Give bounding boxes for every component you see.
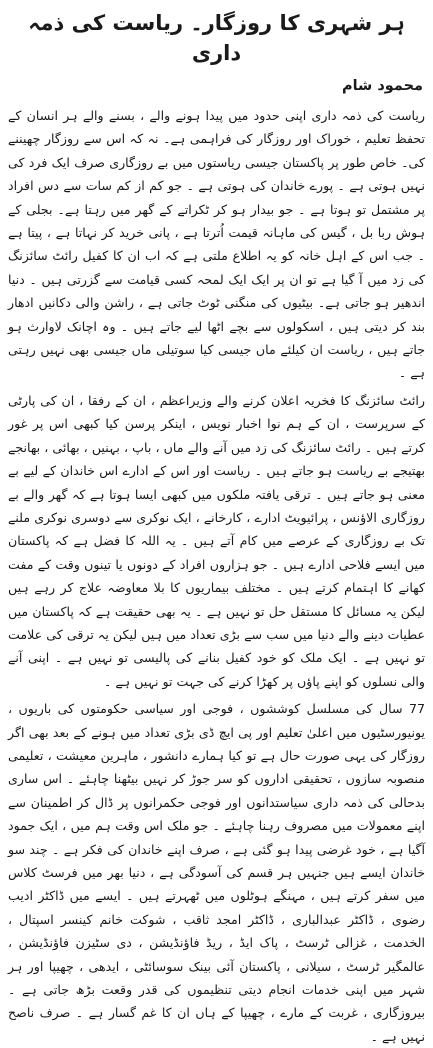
article-paragraph: 77 سال کی مسلسل کوششوں ، فوجی اور سیاسی حکومتوں کی باریوں ، یونیورسٹیوں میں اعلیٰ تعلیم اور پی ایچ ڈی بڑی تعداد میں ہونے کے بعد بھی اگر روزگار کی یہی صورت حال ہے تو کیا ہمارے دانشور ، ماہرین معیشت ، تعلیمی منصوبہ سازوں ، تحقیقی اداروں کو سر جوڑ کر نہیں بیٹھنا چاہئے ۔ اس ساری بدحالی کی ذمہ داری سیاستدانوں اور فوجی حکمرانوں پر ڈال کر اطمینان سے اپنے معمولات میں مصروف رہنا چاہئے ۔ جو ملک اس وقت ہم میں ، ایک جمود آگیا ہے ، خود غرضی پیدا ہو گئی ہے ، صرف اپنے خاندان کی فکر ہے ۔ چند سو خاندان ایسے ہیں جنہیں ہر قسم کی آسودگی ہے ، دنیا بھر میں فرسٹ کلاس میں سفر کرتے ہیں ، مہنگے ہوٹلوں میں ٹھہرتے ہیں ۔ ایسے میں ڈاکٹر ادیب رضوی ، ڈاکٹر عبدالباری ، ڈاکٹر امجد ثاقب ، شوکت خانم کینسر اسپتال ، الخدمت ، غزالی ٹرسٹ ، پاک ایڈ ، ریڈ فاؤنڈیشن ، دی سٹیزن فاؤنڈیشن ، عالمگیر ٹرسٹ ، سیلانی ، پاکستان آئی بینک سوسائٹی ، ایدھی ، چھیپا اور ہر شہر میں اپنی خدمات انجام دیتی تنظیموں کی قدر وقعت بڑھ جاتی ہے ۔ بیروزگاری ، غربت کے مارے ، چھیپا کے ہاں ان کا غم گسار ہے ۔ صرف ناصح نہیں ہے ۔ — [8, 701, 425, 1044]
author-byline: محمود شام — [341, 78, 423, 94]
article-paragraph: رائٹ سائزنگ کا فخریہ اعلان کرنے والے وزیراعظم ، ان کے رفقا ، ان کی پارٹی کے سرپرست ، ان کے ہم نوا اخبار نویس ، اینکر پرسن کیا کبھی اس پر غور کرتے ہیں ۔ رائٹ سائزنگ کی زد میں آنے والے ماں ، باپ ، بہنیں ، بھائی ، بھانجے بھتیجے بے ریاست ہو جاتے ہیں ۔ ریاست اور اس کے ادارے اس خاندان کے لیے بے معنی ہو جاتے ہیں ۔ ترقی یافتہ ملکوں میں کبھی ایسا ہوتا ہے کہ گھر والے بے روزگاری الاؤنس ، پرائیویٹ ادارے ، کارخانے ، ایک نوکری سے دوسری نوکری ملنے تک بے روزگاری کے عرصے میں کام آتے ہیں ۔ یہ اللہ کا فضل ہے کہ پاکستان میں ایسے فلاحی ادارے ہیں ۔ جو ہزاروں افراد کے دونوں یا تینوں وقت کے مفت کھانے کا اہتمام کرتے ہیں ۔ مختلف بیماریوں کا بلا معاوضہ علاج کر رہے ہیں لیکن یہ مسائل کا مستقل حل تو نہیں ہے ۔ یہ بھی حقیقت ہے کہ پاکستان میں عطیات دینے والے دنیا میں سب سے بڑی تعداد میں ہیں لیکن یہ ترقی کی علامت تو نہیں ہے ۔ ایک ملک کو خود کفیل بنانے کی پالیسی تو نہیں ہے ۔ اپنی آنے والی نسلوں کو اپنے پاؤں پر کھڑا کرنے کی جہت تو نہیں ہے ۔ — [8, 392, 425, 689]
article-headline: ہر شہری کا روزگار۔ ریاست کی ذمہ داری — [28, 11, 405, 65]
article-paragraph: ریاست کی ذمہ داری اپنی حدود میں پیدا ہونے والے ، بسنے والے ہر انسان کے تحفظ تعلیم ، خوراک اور روزگار کی فراہمی ہے۔ نہ کہ اس سے روزگار چھیننے کی۔ خاص طور پر پاکستان جیسی ریاستوں میں بے روزگاری صرف ایک فرد کی نہیں ہوتی ہے ۔ پورے خاندان کی ہوتی ہے ۔ جو کم از کم سات سے دس افراد پر مشتمل تو ہوتا ہے ۔ جو بیدار ہو کر ٹکراتے کے گھر میں رہتا ہے۔ بجلی کے ہوش ربا بل ، گیس کی ماہانہ قیمت اُترتا ہے ، پانی خرید کر نہاتا ہے ، پیتا ہے ۔ جب اس کے اہل خانہ کو یہ اطلاع ملتی ہے کہ اب ان کا کفیل رائٹ سائزنگ کی زد میں آ گیا ہے تو ان پر ایک ایک لمحہ کسی قیامت سے گزرتی ہیں ۔ دنیا اندھیر ہو جاتی ہے۔ بیٹیوں کی منگنی ٹوٹ جاتی ہے ، راشن والی دکانیں ادھار بند کر دیتی ہیں ، اسکولوں سے بچے اٹھا لیے جاتے ہیں ۔ وہ اچانک لاوارث ہو جاتے ہیں ، ریاست ان کیلئے ماں جیسی کیا سوتیلی ماں جیسی بھی نہیں رہتی ہے ۔ — [8, 108, 425, 381]
